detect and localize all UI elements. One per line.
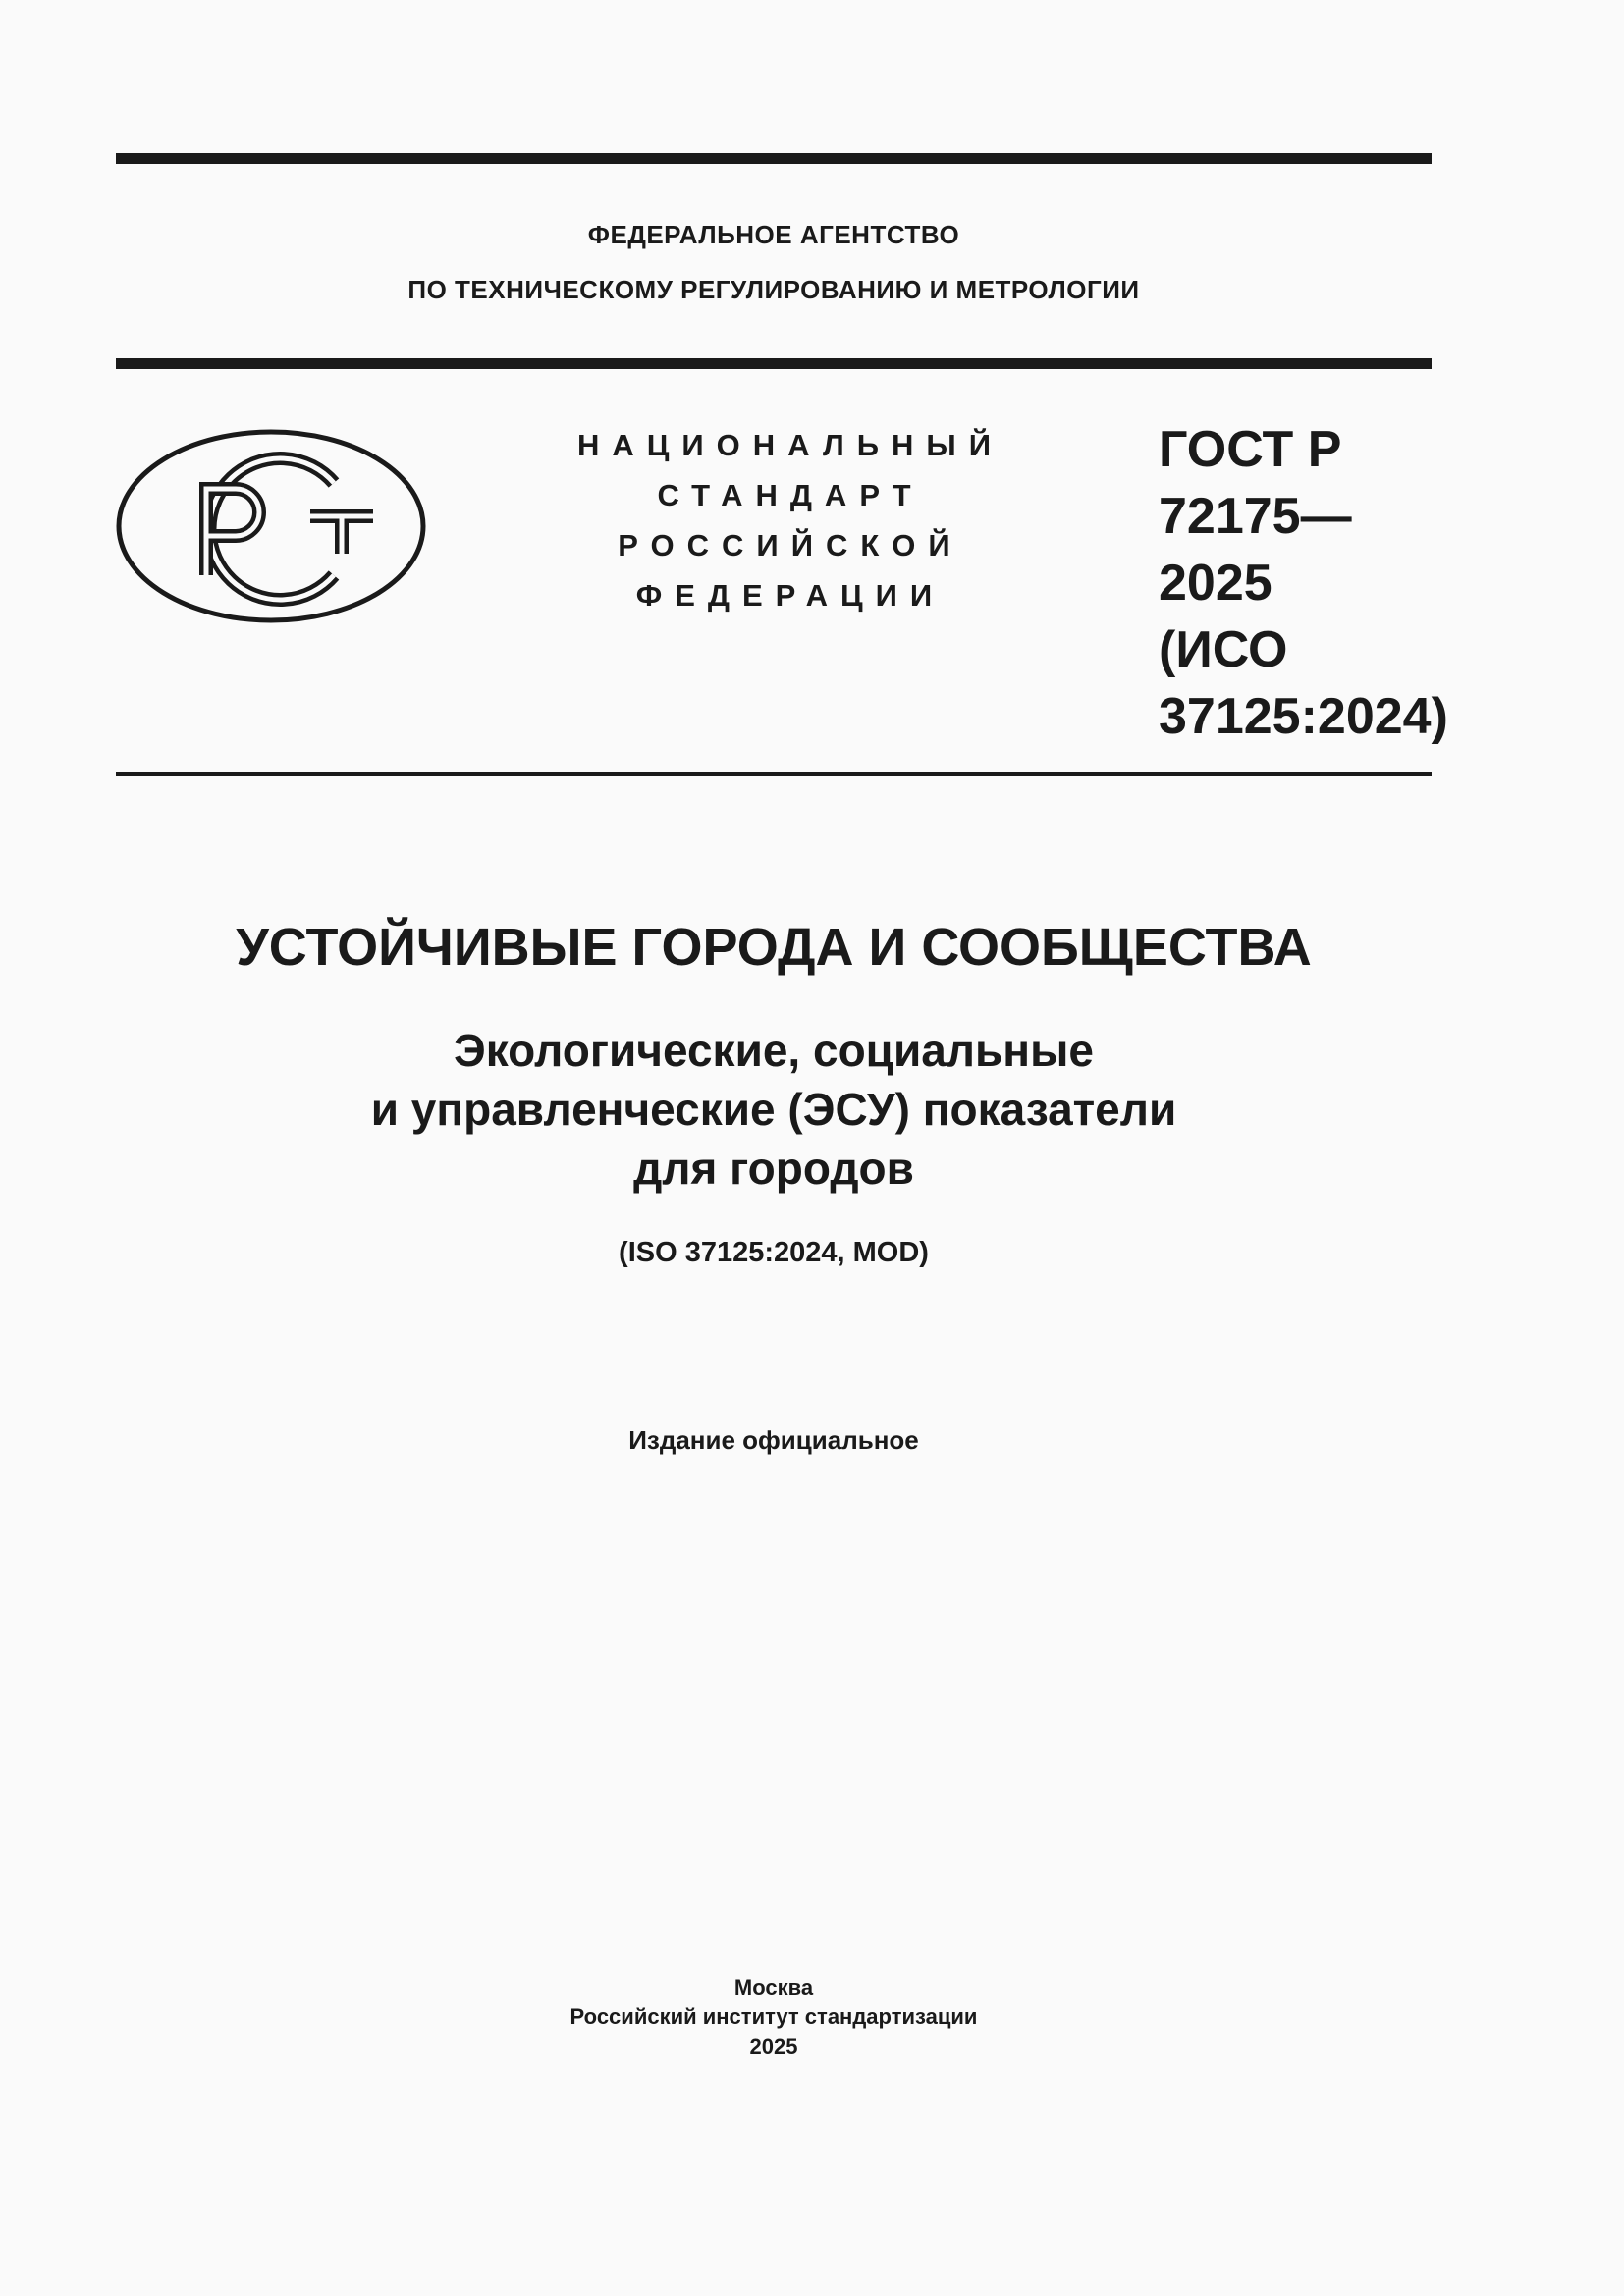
designation-line: 2025 [1159, 555, 1272, 612]
designation-line: 72175— [1159, 488, 1352, 545]
natstd-line: ФЕДЕРАЦИИ [635, 578, 946, 613]
document-subtitle [116, 1021, 1432, 1198]
standard-designation [1159, 416, 1448, 750]
imprint-city: Москва [733, 1975, 814, 2000]
header-rule [116, 358, 1432, 369]
edition-label: Издание официальное [628, 1425, 919, 1455]
natstd-line: СТАНДАРТ [657, 478, 924, 512]
imprint [116, 1973, 1432, 2061]
designation-rule [116, 772, 1432, 776]
document-title: УСТОЙЧИВЫЕ ГОРОДА И СООБЩЕСТВА [236, 918, 1312, 977]
agency-name-line2: ПО ТЕХНИЧЕСКОМУ РЕГУЛИРОВАНИЮ И МЕТРОЛОГИИ [407, 275, 1140, 304]
top-rule [116, 153, 1432, 164]
designation-line: ГОСТ Р [1159, 421, 1342, 478]
subtitle-line: для городов [633, 1143, 914, 1194]
natstd-line: РОССИЙСКОЙ [618, 528, 963, 562]
iso-reference: (ISO 37125:2024, MOD) [619, 1237, 929, 1268]
imprint-year: 2025 [749, 2034, 798, 2058]
imprint-publisher: Российский институт стандартизации [569, 2004, 978, 2029]
subtitle-line: Экологические, социальные [454, 1025, 1094, 1076]
natstd-line: НАЦИОНАЛЬНЫЙ [576, 428, 1004, 462]
subtitle-line: и управленческие (ЭСУ) показатели [370, 1084, 1177, 1135]
designation-line: (ИСО [1159, 621, 1288, 678]
designation-line: 37125:2024) [1159, 688, 1448, 745]
rst-logo-icon [116, 428, 426, 624]
national-standard-heading [550, 420, 1031, 620]
agency-name-line1: ФЕДЕРАЛЬНОЕ АГЕНТСТВО [587, 220, 960, 249]
